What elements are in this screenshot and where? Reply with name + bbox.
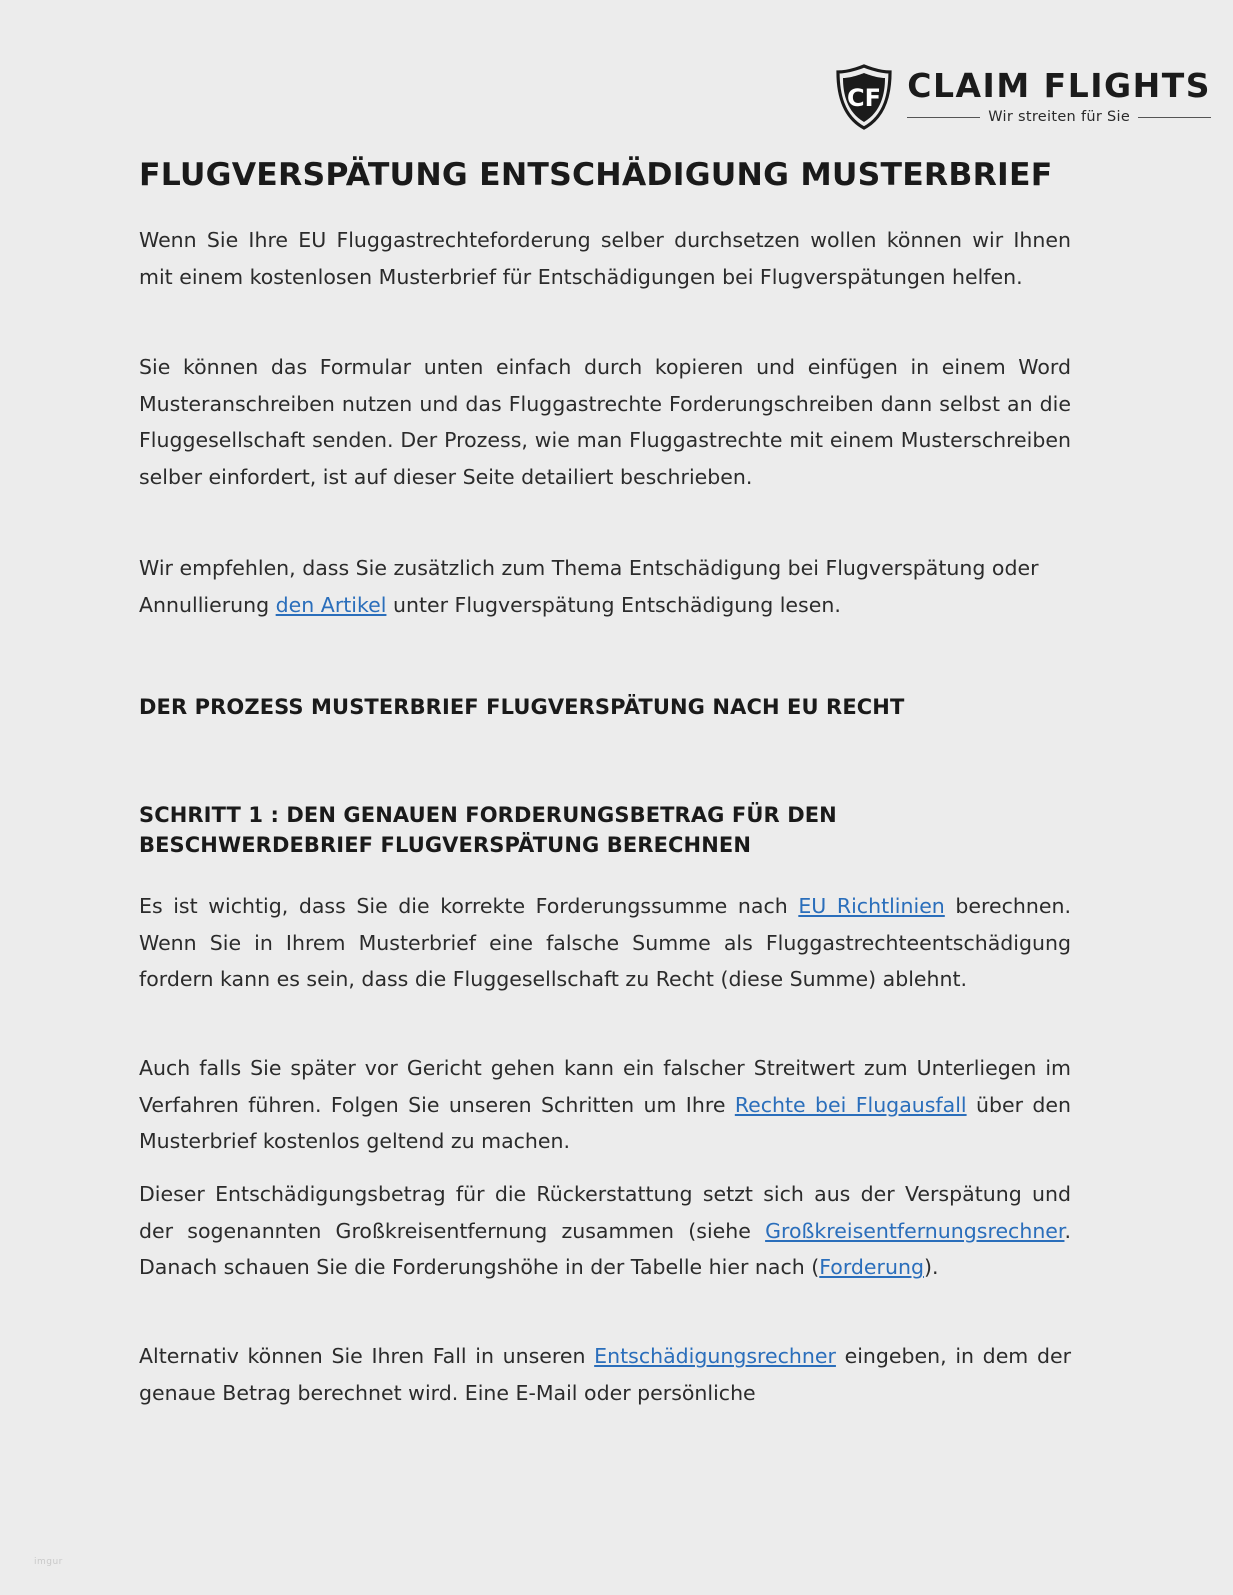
logo-rule-left <box>907 117 980 118</box>
paragraph-intro-1 <box>139 222 1071 295</box>
logo-tagline: Wir streiten für Sie <box>988 109 1131 125</box>
section-heading-prozess: DER PROZESS MUSTERBRIEF FLUGVERSPÄTUNG NACH EU RECHT <box>139 695 905 719</box>
logo-tagline-row <box>907 109 1211 125</box>
paragraph-step1-3-text-b: . Danach schauen Sie die Forderungshöhe in der Tabelle hier nach ( <box>139 1218 1071 1279</box>
paragraph-step1-1 <box>139 888 1071 998</box>
link-entschaedigungsrechner[interactable]: Entschädigungsrechner <box>594 1344 836 1368</box>
shield-logo-icon <box>833 64 895 130</box>
logo-wordmark <box>907 66 1211 125</box>
paragraph-intro-2-text: Sie können das Formular unten einfach durch kopieren und einfügen in einem Word Musteranschreiben nutzen und das Fluggastrechte Forderungschreiben dann selbst an die Fluggesellschaft senden. Der Prozess, wie man Fluggastrechte mit einem Musterschreiben selber einfordert, ist auf dieser Seite detailiert beschrieben. <box>139 355 1071 489</box>
paragraph-step1-4-text-b: eingeben, in dem der genaue Betrag berechnet wird. Eine E-Mail oder persönliche <box>139 1344 1071 1405</box>
paragraph-step1-3 <box>139 1176 1071 1286</box>
paragraph-intro-1-text: Wenn Sie Ihre EU Fluggastrechteforderung selber durchsetzen wollen können wir Ihnen mit einem kostenlosen Musterbrief für Entschädigungen bei Flugverspätungen helfen. <box>139 228 1071 289</box>
paragraph-step1-2 <box>139 1050 1071 1160</box>
link-eu-richtlinien[interactable]: EU Richtlinien <box>798 894 945 918</box>
logo-rule-right <box>1138 117 1211 118</box>
claim-flights-logo <box>833 62 1211 132</box>
logo-title: CLAIM FLIGHTS <box>907 66 1211 105</box>
link-den-artikel[interactable]: den Artikel <box>275 592 387 617</box>
paragraph-intro-3 <box>139 550 1071 623</box>
watermark: imgur <box>34 1557 63 1567</box>
paragraph-step1-3-text-c: ). <box>923 1255 939 1279</box>
paragraph-intro-3-text-b: unter Flugverspätung Entschädigung lesen. <box>386 592 841 617</box>
paragraph-step1-4 <box>139 1338 1071 1411</box>
paragraph-step1-3-text-a: Dieser Entschädigungsbetrag für die Rückerstattung setzt sich aus der Verspätung und der sogenannten Großkreisentfernung zusammen (siehe <box>139 1182 1071 1243</box>
link-rechte-bei-flugausfall[interactable]: Rechte bei Flugausfall <box>734 1092 967 1117</box>
paragraph-intro-3-text-a: Wir empfehlen, dass Sie zusätzlich zum Thema Entschädigung bei Flugverspätung oder Annullierung <box>139 556 1039 617</box>
paragraph-step1-1-text-a: Es ist wichtig, dass Sie die korrekte Forderungssumme nach <box>139 894 799 918</box>
paragraph-step1-2-text-a: Auch falls Sie später vor Gericht gehen kann ein falscher Streitwert zum Unterliegen im Verfahren führen. Folgen Sie unseren Schritten um Ihre <box>139 1056 1071 1117</box>
link-grosskreisentfernungsrechner[interactable]: Großkreisentfernungsrechner <box>765 1218 1065 1243</box>
link-forderung[interactable]: Forderung <box>819 1255 924 1279</box>
svg-text:CF: CF <box>847 84 882 112</box>
paragraph-step1-4-text-a: Alternativ können Sie Ihren Fall in unseren <box>139 1344 595 1368</box>
paragraph-step1-1-text-b: berechnen. Wenn Sie in Ihrem Musterbrief eine falsche Summe als Fluggastrechteentschädigung fordern kann es sein, dass die Fluggesellschaft zu Recht (diese Summe) ablehnt. <box>139 894 1071 991</box>
section-heading-schritt-1: SCHRITT 1 : DEN GENAUEN FORDERUNGSBETRAG FÜR DEN BESCHWERDEBRIEF FLUGVERSPÄTUNG BERECHNEN <box>139 803 837 858</box>
paragraph-intro-2 <box>139 349 1071 495</box>
paragraph-step1-2-text-b: über den Musterbrief kostenlos geltend zu machen. <box>139 1092 1071 1153</box>
page-title: FLUGVERSPÄTUNG ENTSCHÄDIGUNG MUSTERBRIEF <box>139 157 1053 193</box>
